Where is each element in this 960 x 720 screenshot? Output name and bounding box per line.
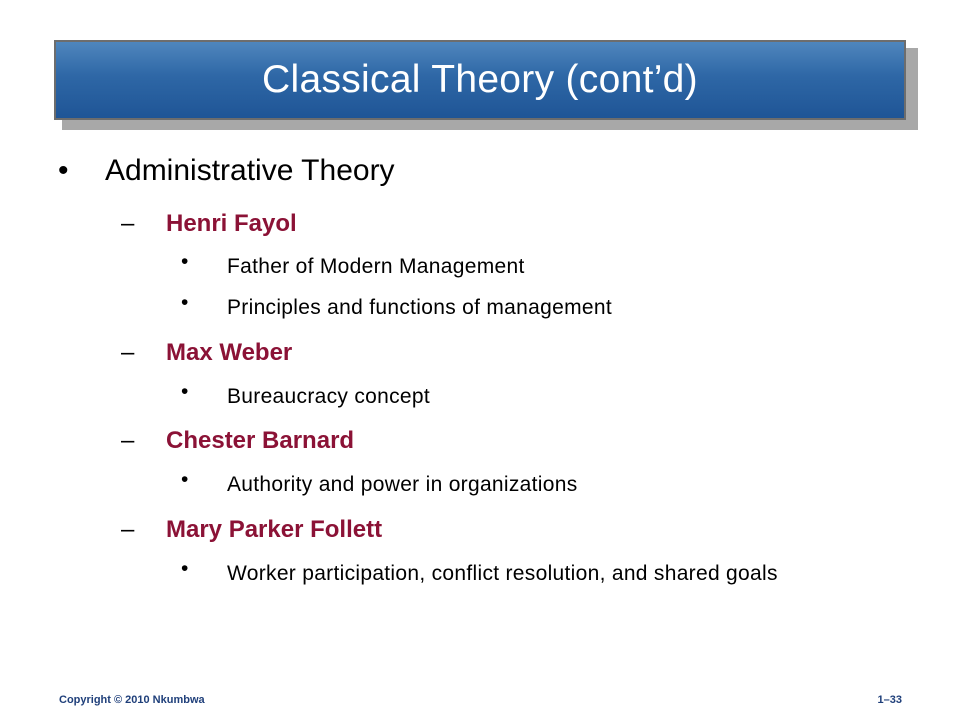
footer-copyright: Copyright © 2010 Nkumbwa: [59, 694, 205, 706]
bullet-marker: •: [181, 380, 189, 403]
main-bullet-text: Administrative Theory: [105, 154, 395, 187]
bullet-marker: •: [181, 468, 189, 491]
dash-marker: –: [121, 210, 135, 237]
bullet-marker: •: [181, 291, 189, 314]
slide-title: Classical Theory (cont’d): [262, 58, 698, 101]
detail-text: Authority and power in organizations: [227, 473, 578, 496]
footer-slide-number: 1–33: [877, 694, 902, 706]
dash-marker: –: [121, 339, 135, 366]
person-name: Henri Fayol: [166, 210, 297, 237]
detail-text: Father of Modern Management: [227, 255, 525, 278]
bullet-marker: •: [181, 557, 189, 580]
detail-text: Worker participation, conflict resolution, and shared goals: [227, 562, 778, 585]
bullet-marker: •: [181, 250, 189, 273]
detail-text: Bureaucracy concept: [227, 385, 430, 408]
person-name: Chester Barnard: [166, 427, 355, 454]
person-name: Max Weber: [166, 339, 293, 366]
person-name: Mary Parker Follett: [166, 516, 383, 543]
bullet-marker: •: [58, 154, 69, 187]
detail-text: Principles and functions of management: [227, 296, 612, 319]
dash-marker: –: [121, 516, 135, 543]
dash-marker: –: [121, 427, 135, 454]
